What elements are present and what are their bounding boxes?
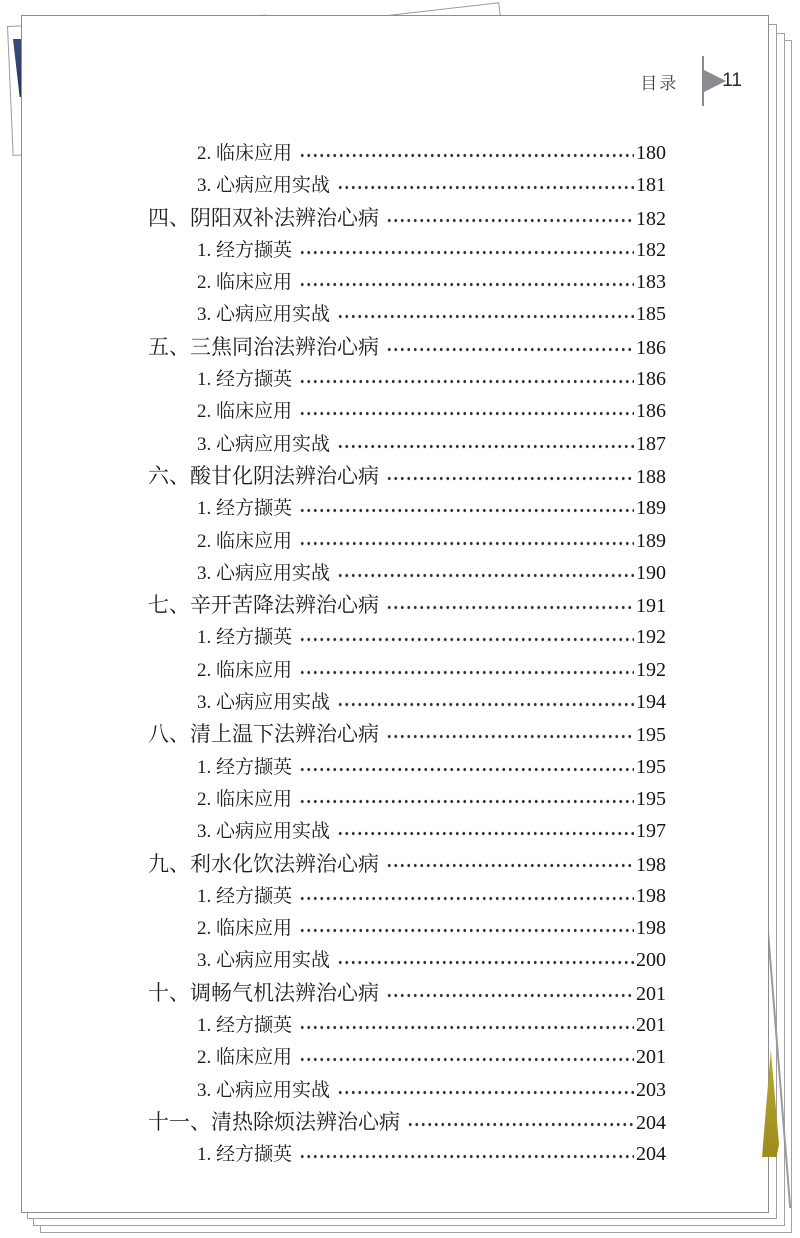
toc-entry-label: 七、辛开苦降法辨治心病	[148, 593, 379, 618]
toc-entry-page: 192	[636, 658, 666, 681]
dot-leader	[299, 621, 634, 653]
toc-entry	[22, 848, 666, 880]
toc-entry	[22, 1106, 666, 1138]
toc-entry	[22, 525, 666, 557]
toc-entry-label: 1. 经方撷英	[197, 1144, 293, 1166]
toc-entry	[22, 1009, 666, 1041]
dot-leader	[386, 331, 634, 363]
dot-leader	[337, 169, 634, 201]
toc-entry-label: 十、调畅气机法辨治心病	[148, 980, 379, 1005]
toc-entry-label: 1. 经方撷英	[197, 1015, 293, 1037]
toc-entry	[22, 654, 666, 686]
toc-entry	[22, 202, 666, 234]
dot-leader	[337, 557, 634, 589]
dot-leader	[386, 589, 634, 621]
toc-entry-label: 1. 经方撷英	[197, 239, 293, 261]
toc-entry-page: 182	[636, 238, 666, 261]
book-page	[21, 15, 769, 1213]
toc-entry-label: 2. 临床应用	[197, 530, 293, 552]
dot-leader	[299, 783, 634, 815]
toc-entry-label: 2. 临床应用	[197, 272, 293, 294]
toc-entry-page: 182	[636, 207, 666, 230]
toc-entry-page: 201	[636, 1046, 666, 1069]
toc-entry-label: 3. 心病应用实战	[197, 175, 331, 197]
toc-entry-label: 十一、清热除烦法辨治心病	[148, 1109, 400, 1134]
dot-leader	[337, 815, 634, 847]
toc-entry	[22, 1074, 666, 1106]
dot-leader	[299, 492, 634, 524]
toc-entry-label: 六、酸甘化阴法辨治心病	[148, 463, 379, 488]
toc-entry-page: 200	[636, 949, 666, 972]
dot-leader	[299, 880, 634, 912]
toc-entry-page: 186	[636, 336, 666, 359]
toc-entry-page: 186	[636, 368, 666, 391]
dot-leader	[299, 363, 634, 395]
toc-entry	[22, 912, 666, 944]
toc-entry-page: 195	[636, 787, 666, 810]
toc-entry-label: 3. 心病应用实战	[197, 821, 331, 843]
header-title: 目录	[640, 73, 679, 93]
toc-entry-label: 1. 经方撷英	[197, 498, 293, 520]
dot-leader	[299, 1138, 634, 1170]
toc-entry-page: 183	[636, 271, 666, 294]
toc-entry	[22, 395, 666, 427]
running-header	[640, 56, 742, 106]
toc-entry-label: 八、清上温下法辨治心病	[148, 722, 379, 747]
toc-entry	[22, 718, 666, 750]
toc-entry	[22, 266, 666, 298]
toc-entry	[22, 557, 666, 589]
toc-entry	[22, 880, 666, 912]
toc-entry-label: 2. 临床应用	[197, 918, 293, 940]
toc-entry	[22, 363, 666, 395]
dot-leader	[299, 266, 634, 298]
dot-leader	[337, 1074, 634, 1106]
toc-entry-page: 191	[636, 595, 666, 618]
toc-entry-page: 195	[636, 724, 666, 747]
toc-entry-label: 1. 经方撷英	[197, 885, 293, 907]
toc-entry-label: 九、利水化饮法辨治心病	[148, 851, 379, 876]
toc-entry-label: 1. 经方撷英	[197, 756, 293, 778]
dot-leader	[299, 234, 634, 266]
dot-leader	[386, 718, 634, 750]
toc-entry-label: 3. 心病应用实战	[197, 562, 331, 584]
toc-entry-label: 2. 临床应用	[197, 143, 293, 164]
toc-entry-page: 198	[636, 884, 666, 907]
toc-entry-label: 1. 经方撷英	[197, 627, 293, 649]
toc-entry-page: 189	[636, 497, 666, 520]
dot-leader	[299, 137, 634, 169]
toc-entry	[22, 428, 666, 460]
toc-entry-page: 204	[636, 1111, 666, 1134]
toc-entry-page: 188	[636, 465, 666, 488]
toc-entry	[22, 137, 666, 169]
toc-entry	[22, 1138, 666, 1170]
dot-leader	[337, 428, 634, 460]
toc-entry-page: 201	[636, 1014, 666, 1037]
toc-entry-page: 180	[636, 142, 666, 164]
toc-entry	[22, 298, 666, 330]
toc-entry	[22, 621, 666, 653]
dot-leader	[299, 525, 634, 557]
toc-entry-label: 五、三焦同治法辨治心病	[148, 334, 379, 359]
toc-entry-page: 195	[636, 755, 666, 778]
toc-entry-page: 197	[636, 820, 666, 843]
dot-leader	[299, 395, 634, 427]
toc-entry-page: 185	[636, 303, 666, 326]
dot-leader	[299, 654, 634, 686]
toc-entry-page: 201	[636, 982, 666, 1005]
toc-entry	[22, 1041, 666, 1073]
toc-entry-page: 198	[636, 853, 666, 876]
toc-entry-page: 204	[636, 1143, 666, 1166]
dot-leader	[299, 1009, 634, 1041]
toc-entry-label: 2. 临床应用	[197, 1047, 293, 1069]
toc-entry-page: 190	[636, 561, 666, 584]
toc-entry-label: 1. 经方撷英	[197, 369, 293, 391]
toc-entry-label: 2. 临床应用	[197, 401, 293, 423]
toc-entry	[22, 460, 666, 492]
dot-leader	[386, 202, 634, 234]
toc-entry	[22, 492, 666, 524]
dot-leader	[407, 1106, 634, 1138]
toc-entry	[22, 815, 666, 847]
dot-leader	[299, 912, 634, 944]
dot-leader	[337, 686, 634, 718]
right-triangle-icon	[704, 70, 726, 92]
dot-leader	[386, 460, 634, 492]
toc-entry-label: 2. 临床应用	[197, 788, 293, 810]
toc-entry-page: 189	[636, 529, 666, 552]
dot-leader	[386, 977, 634, 1009]
toc-entry-label: 3. 心病应用实战	[197, 692, 331, 714]
page-number: 11	[722, 70, 742, 91]
toc-entry-label: 四、阴阳双补法辨治心病	[148, 205, 379, 230]
toc-entry-page: 187	[636, 432, 666, 455]
toc-entry	[22, 686, 666, 718]
toc-entry-label: 2. 临床应用	[197, 659, 293, 681]
toc-entry	[22, 234, 666, 266]
toc-entry-page: 181	[636, 174, 666, 197]
dot-leader	[337, 298, 634, 330]
toc-entry	[22, 783, 666, 815]
toc-entry	[22, 331, 666, 363]
toc-entry-page: 192	[636, 626, 666, 649]
toc-list	[22, 137, 666, 1171]
toc-entry	[22, 944, 666, 976]
dot-leader	[299, 1041, 634, 1073]
toc-entry-page: 198	[636, 917, 666, 940]
toc-entry-page: 203	[636, 1078, 666, 1101]
toc-entry	[22, 169, 666, 201]
arrow-pointer-icon	[702, 56, 704, 106]
toc-entry-label: 3. 心病应用实战	[197, 1079, 331, 1101]
dot-leader	[299, 751, 634, 783]
toc-entry-page: 194	[636, 691, 666, 714]
toc-entry	[22, 589, 666, 621]
toc-entry-label: 3. 心病应用实战	[197, 950, 331, 972]
toc-entry	[22, 751, 666, 783]
toc-entry-label: 3. 心病应用实战	[197, 433, 331, 455]
toc-entry-page: 186	[636, 400, 666, 423]
toc-entry	[22, 977, 666, 1009]
dot-leader	[386, 848, 634, 880]
toc-entry-label: 3. 心病应用实战	[197, 304, 331, 326]
dot-leader	[337, 944, 634, 976]
